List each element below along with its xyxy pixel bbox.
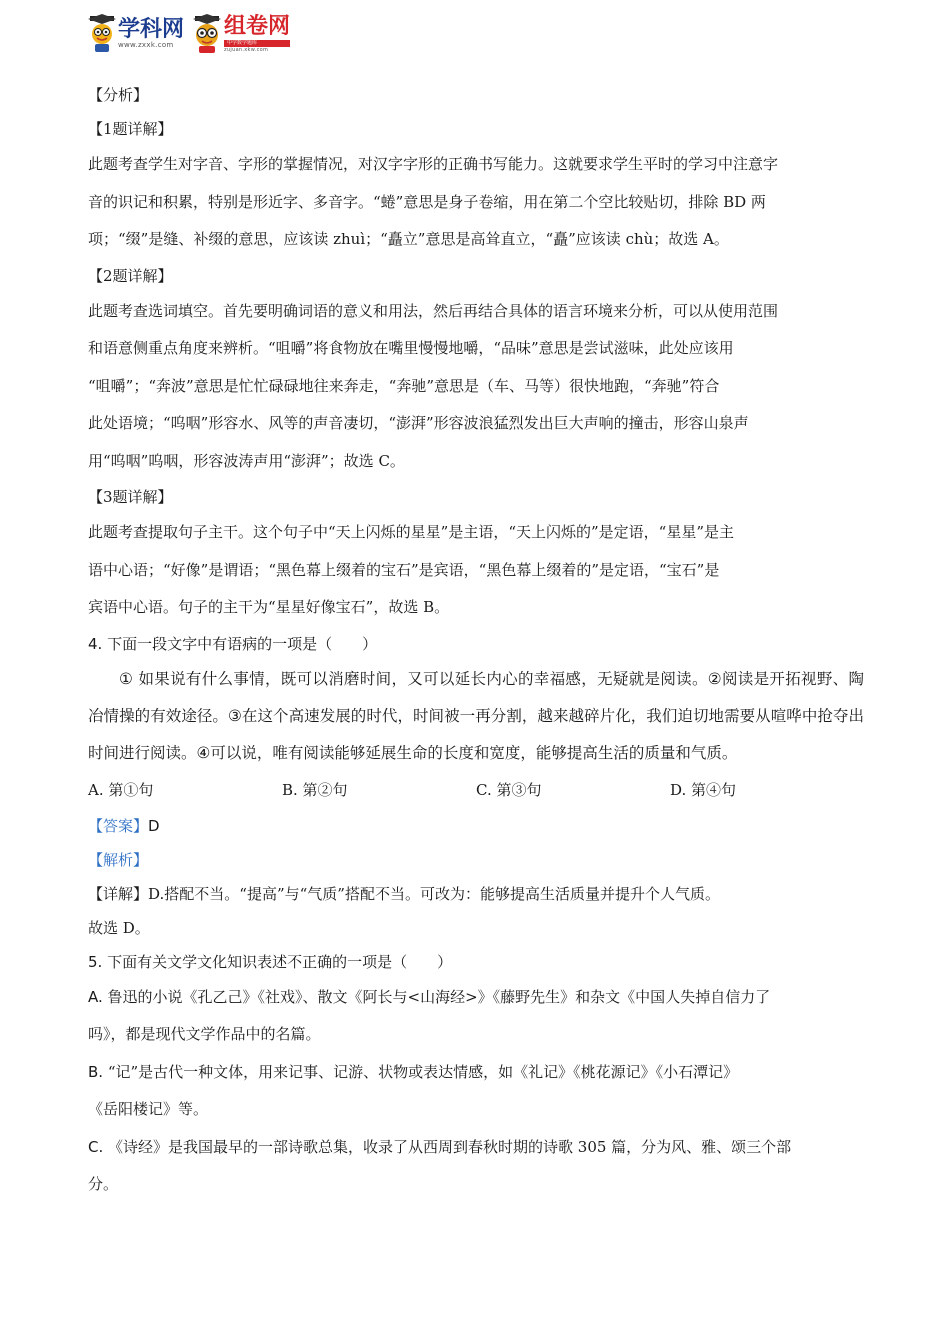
document-body xyxy=(88,78,864,1204)
question-5-title: 5. 下面有关文学文化知识表述不正确的一项是（ ） xyxy=(88,952,453,971)
text-line: 此处语境；“呜咽”形容水、风等的声音凄切，“澎湃”形容波浪猛烈发出巨大声响的撞击，形容山泉声 xyxy=(88,414,749,432)
mascot-owl-icon xyxy=(190,14,224,54)
option-c-label: C. xyxy=(88,1137,109,1156)
text-line xyxy=(88,1054,864,1092)
option-a-text: 鲁迅的小说《孔乙己》《社戏》、散文《阿长与<山海经>》《藤野先生》和杂文《中国人失掉自信力了 xyxy=(107,987,771,1006)
xuekewang-url: www.zxxk.com xyxy=(118,41,174,49)
text-line: 宾语中心语。句子的主干为“星星好像宝石”，故选 B。 xyxy=(88,598,450,616)
zujuanwang-logo-text: 组卷网 xyxy=(224,13,291,39)
text-line: 吗》，都是现代文学作品中的名篇。 xyxy=(88,1025,321,1043)
question-5-option-a xyxy=(88,979,864,1054)
q4-conclusion: 故选 D。 xyxy=(88,918,150,937)
text-line: 《岳阳楼记》等。 xyxy=(88,1100,209,1118)
xuekewang-logo-text: 学科网 xyxy=(118,17,185,42)
question-5-option-c xyxy=(88,1129,864,1204)
option-b-label: B. xyxy=(88,1062,108,1081)
detail-line xyxy=(88,877,864,911)
question-4-title: 4. 下面一段文字中有语病的一项是（ ） xyxy=(88,634,378,653)
mascot-icon xyxy=(86,14,118,54)
option-d[interactable]: D. 第④句 xyxy=(670,780,737,799)
text-line: 用“呜咽”呜咽，形容波涛声用“澎湃”；故选 C。 xyxy=(88,451,405,470)
analysis-heading: 【分析】 xyxy=(88,86,149,104)
option-c[interactable]: C. 第③句 xyxy=(476,780,542,799)
q1-detail-text xyxy=(88,146,864,259)
detail-text: D.搭配不当。“提高”与“气质”搭配不当。可改为：能够提高生活质量并提升个人气质。 xyxy=(148,884,720,903)
answer-line xyxy=(88,809,864,843)
text-line: 此题考查提取句子主干。这个句子中“天上闪烁的星星”是主语，“天上闪烁的”是定语，“星星”是主 xyxy=(88,523,735,541)
answer-value: D xyxy=(148,816,160,835)
text-line: 项；“缀”是缝、补缀的意思，应该读 zhuì；“矗立”意思是高耸直立，“矗”应该读 chù；故选 A。 xyxy=(88,230,729,248)
text-line: 分。 xyxy=(88,1175,119,1193)
option-a-label: A. xyxy=(88,987,108,1006)
question-4-options xyxy=(88,772,864,809)
text-line: 此题考查学生对字音、字形的掌握情况，对汉字字形的正确书写能力。这就要求学生平时的学习中注意字 xyxy=(88,155,779,173)
xuekewang-logo[interactable] xyxy=(86,14,184,54)
option-b-text: “记”是古代一种文体，用来记事、记游、状物或表达情感，如《礼记》《桃花源记》《小石潭记》 xyxy=(107,1062,739,1081)
question-4-passage: ① 如果说有什么事情，既可以消磨时间，又可以延长内心的幸福感，无疑就是阅读。②阅读是开拓视野、陶冶情操的有效途径。③在这个高速发展的时代，时间被一再分割，越来越碎片化，我们迫切地需要从喧哗中抢夺出时间进行阅读。④可以说，唯有阅读能够延展生命的长度和宽度，能够提高生活的质量和气质。 xyxy=(88,669,864,762)
option-b[interactable]: B. 第②句 xyxy=(282,780,348,799)
text-line xyxy=(88,979,864,1017)
text-line: 音的识记和积累，特别是形近字、多音字。“蜷”意思是身子卷缩，用在第二个空比较贴切，排除 BD 两 xyxy=(88,192,766,211)
text-line: 和语意侧重点角度来辨析。“咀嚼”将食物放在嘴里慢慢地嚼，“品味”意思是尝试滋味，此处应该用 xyxy=(88,339,734,357)
q2-detail-heading: 【2题详解】 xyxy=(88,266,173,285)
text-line: 语中心语；“好像”是谓语；“黑色幕上缀着的宝石”是宾语，“黑色幕上缀着的”是定语，“宝石”是 xyxy=(88,560,720,579)
zujuanwang-url: zujuan.xkw.com xyxy=(224,46,269,53)
detail-label: 【详解】 xyxy=(88,884,149,903)
text-line: “咀嚼”；“奔波”意思是忙忙碌碌地往来奔走，“奔驰”意思是（车、马等）很快地跑，“奔驰”符合 xyxy=(88,376,720,395)
text-line: 此题考查选词填空。首先要明确词语的意义和用法，然后再结合具体的语言环境来分析，可以从使用范围 xyxy=(88,301,779,320)
text-line xyxy=(88,1129,864,1167)
question-5-option-b xyxy=(88,1054,864,1129)
option-c-text: 《诗经》是我国最早的一部诗歌总集，收录了从西周到春秋时期的诗歌 305 篇，分为风、雅、颂三个部 xyxy=(108,1137,792,1156)
q3-detail-text xyxy=(88,514,864,627)
answer-label: 【答案】 xyxy=(88,816,149,835)
zujuanwang-tag: 中学数学题库 xyxy=(224,40,290,47)
option-a[interactable]: A. 第①句 xyxy=(88,780,154,799)
q2-detail-text xyxy=(88,293,864,481)
q1-detail-heading: 【1题详解】 xyxy=(88,120,173,138)
analysis-label: 【解析】 xyxy=(88,850,149,869)
zujuanwang-logo[interactable] xyxy=(190,14,290,54)
page-header xyxy=(86,12,290,56)
q3-detail-heading: 【3题详解】 xyxy=(88,488,173,506)
